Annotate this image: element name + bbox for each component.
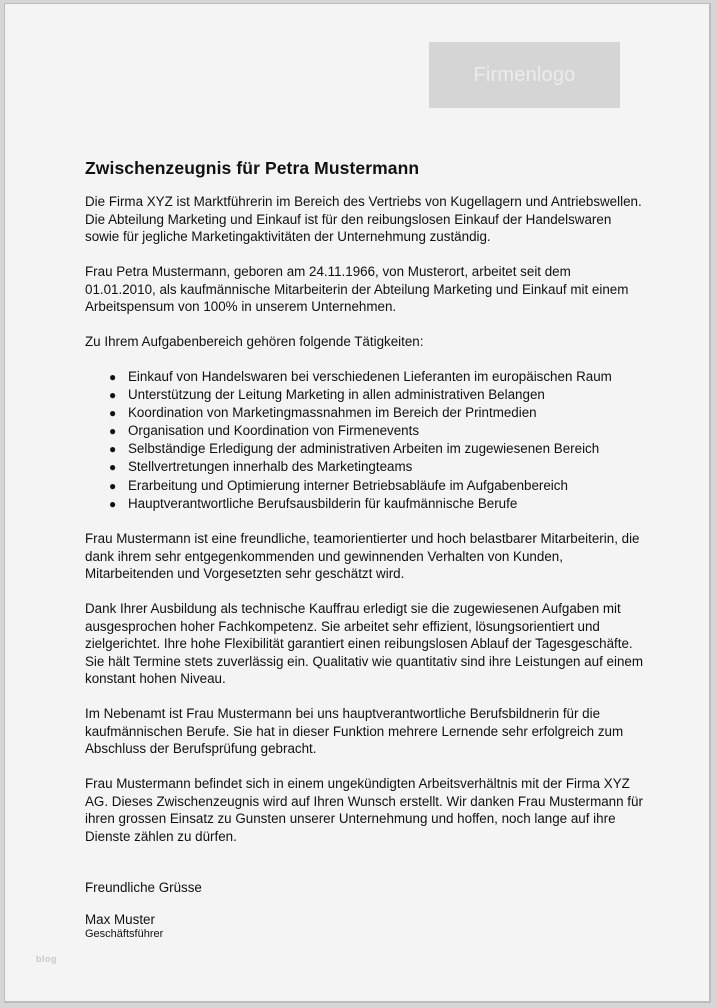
bullet-icon: ● [109,406,117,421]
task-item: ● Selbständige Erledigung der administrativen Arbeiten im zugewiesenen Bereich [85,440,645,458]
task-item: ● Hauptverantwortliche Berufsausbilderin für kaufmännische Berufe [85,495,645,513]
task-item: ● Einkauf von Handelswaren bei verschiedenen Lieferanten im europäischen Raum [85,368,645,386]
task-item: ● Koordination von Marketingmassnahmen im Bereich der Printmedien [85,404,645,422]
paragraph-employee-info: Frau Petra Mustermann, geboren am 24.11.1966, von Musterort, arbeitet seit dem 01.01.2010, als kaufmännische Mitarbeiterin der Abteilung Marketing und Einkauf mit einem Arbeitspensum von 100% in unserem Unternehmen. [85,264,629,314]
company-logo-placeholder [429,42,620,108]
signer-name: Max Muster [85,911,155,927]
task-item: ● Stellvertretungen innerhalb des Marketingteams [85,458,645,476]
bullet-icon: ● [109,424,117,439]
logo-label: Firmenlogo [473,63,576,86]
bullet-icon: ● [109,460,117,475]
bullet-icon: ● [109,496,117,511]
paragraph-performance: Dank Ihrer Ausbildung als technische Kauffrau erledigt sie die zugewiesenen Aufgaben mit ausgesprochen hoher Fachkompetenz. Sie arbeitet sehr effizient, lösungsorientiert und zielgerichtet. Ihre hohe Flexibilität garantiert einen reibungslosen Ablauf der Tagesgeschäfte. Sie hält Termine stets zuverlässig ein. Qualitativ wie quantitativ sind ihre Leistungen auf einem konstant hohen Niveau. [85,601,643,687]
task-item: ● Erarbeitung und Optimierung interner Betriebsabläufe im Aufgabenbereich [85,477,645,495]
bullet-icon: ● [109,388,117,403]
bullet-icon: ● [109,478,117,493]
paragraph-conclusion: Frau Mustermann befindet sich in einem ungekündigten Arbeitsverhältnis mit der Firma XYZ AG. Dieses Zwischenzeugnis wird auf Ihren Wunsch erstellt. Wir danken Frau Mustermann für ihren grossen Einsatz zu Gunsten unserer Unternehmung und hoffen, noch lange auf ihre Dienste zählen zu dürfen. [85,776,643,844]
watermark: blog [36,954,57,964]
task-item: ● Unterstützung der Leitung Marketing in allen administrativen Belangen [85,386,645,404]
document-title: Zwischenzeugnis für Petra Mustermann [85,158,420,178]
bullet-icon: ● [109,442,117,457]
paragraph-company-intro: Die Firma XYZ ist Marktführerin im Bereich des Vertriebs von Kugellagern und Antriebswellen. Die Abteilung Marketing und Einkauf ist für den reibungslosen Einkauf der Handelswaren sowie für jegliche Marketingaktivitäten der Unternehmung zuständig. [85,194,642,244]
bullet-icon: ● [109,370,117,384]
task-list [85,368,645,513]
paragraph-tasks-intro: Zu Ihrem Aufgabenbereich gehören folgende Tätigkeiten: [85,334,424,349]
signer-title: Geschäftsführer [85,927,164,940]
closing-salutation: Freundliche Grüsse [85,880,202,896]
paragraph-personality: Frau Mustermann ist eine freundliche, teamorientierter und hoch belastbarer Mitarbeiterin, die dank ihrem sehr entgegenkommenden und gewinnenden Verhalten von Kunden, Mitarbeitenden und Vorgesetzten sehr geschätzt wird. [85,531,640,582]
task-item: ● Organisation und Koordination von Firmenevents [85,422,645,440]
paragraph-side-role: Im Nebenamt ist Frau Mustermann bei uns hauptverantwortliche Berufsbildnerin für die kaufmännischen Berufe. Sie hat in dieser Funktion mehrere Lernende sehr erfolgreich zum Abschluss der Berufsprüfung gebracht. [85,706,624,757]
document-body [85,157,645,941]
